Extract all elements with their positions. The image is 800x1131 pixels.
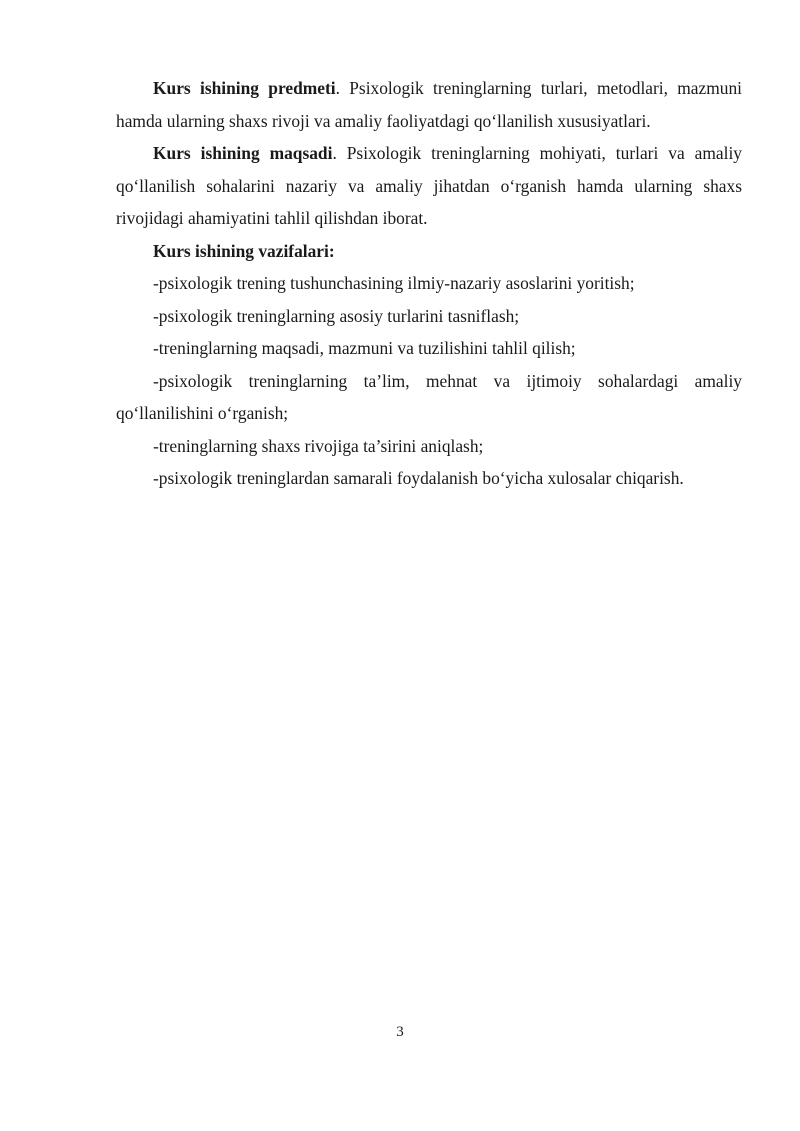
task-item: -psixologik treninglardan samarali foydalanish bo‘yicha xulosalar chiqarish.: [153, 468, 684, 488]
subject-paragraph: [116, 72, 742, 137]
page-number: 3: [396, 1024, 404, 1040]
task-item: -psixologik treninglarning ta’lim, mehnat va ijtimoiy sohalardagi amaliy qo‘llanilishini o‘rganish;: [116, 370, 742, 423]
task-item: -treninglarning maqsadi, mazmuni va tuzilishini tahlil qilish;: [153, 338, 576, 358]
tasks-heading-text: Kurs ishining vazifalari:: [153, 240, 335, 261]
document-body: [116, 72, 742, 495]
goal-heading: Kurs ishining maqsadi: [153, 143, 333, 163]
task-item: -psixologik treninglarning asosiy turlarini tasniflash;: [153, 305, 520, 326]
subject-heading: Kurs ishining predmeti: [153, 78, 336, 98]
goal-paragraph: [116, 137, 742, 235]
goal-text: . Psixologik treninglarning mohiyati, turlari va amaliy qo‘llanilish sohalarini nazariy va amaliy jihatdan o‘rganish hamda ularning shaxs rivojidagi ahamiyatini tahlil qilishdan iborat.: [116, 143, 742, 228]
task-item: -treninglarning shaxs rivojiga ta’sirini aniqlash;: [153, 435, 484, 456]
subject-text: . Psixologik treninglarning turlari, metodlari, mazmuni hamda ularning shaxs rivoji va amaliy faoliyatdagi qo‘llanilish xususiyatlari.: [116, 78, 742, 131]
task-item: -psixologik trening tushunchasining ilmiy-nazariy asoslarini yoritish;: [153, 273, 635, 293]
tasks-heading: [116, 235, 742, 268]
